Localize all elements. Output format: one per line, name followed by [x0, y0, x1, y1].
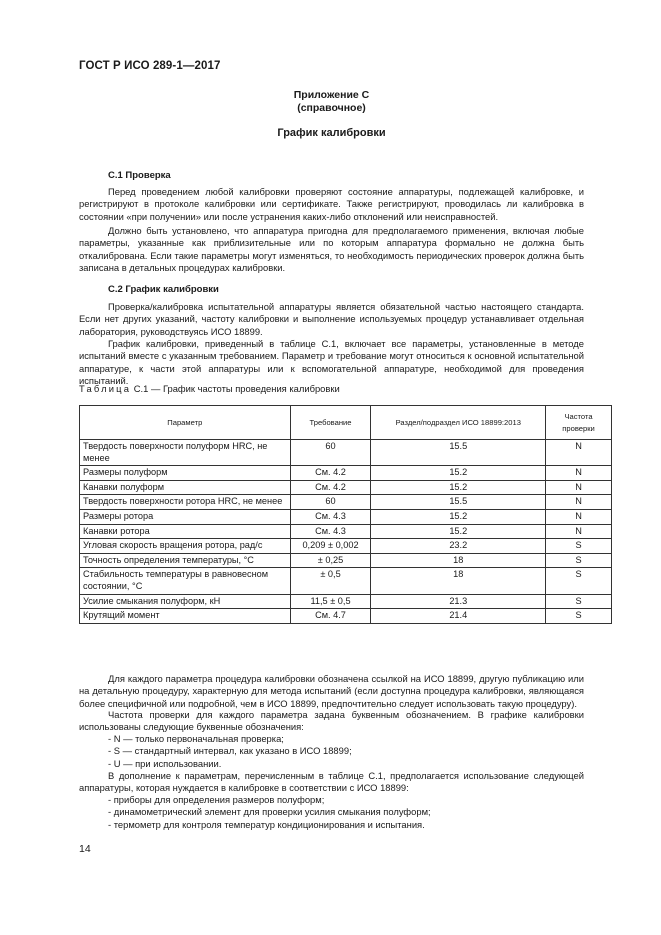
cell-section: 23.2: [371, 539, 546, 554]
cell-requirement: См. 4.3: [290, 524, 371, 539]
cell-frequency: S: [546, 594, 612, 609]
cell-requirement: 0,209 ± 0,002: [290, 539, 371, 554]
table-row: [80, 495, 612, 510]
annex-heading: [79, 89, 584, 115]
cell-section: 15.2: [371, 480, 546, 495]
cell-requirement: См. 4.7: [290, 609, 371, 624]
annex-title: График калибровки: [277, 127, 386, 139]
cell-parameter: Крутящий момент: [80, 609, 291, 624]
cell-frequency: N: [546, 480, 612, 495]
header-frequency: Частота проверки: [546, 406, 612, 440]
cell-parameter: Точность определения температуры, °С: [80, 553, 291, 568]
frequency-codes-list: [108, 733, 352, 770]
section-c1-heading: С.1 Проверка: [108, 170, 171, 181]
cell-frequency: S: [546, 539, 612, 554]
cell-frequency: N: [546, 440, 612, 466]
cell-frequency: N: [546, 495, 612, 510]
table-row: [80, 524, 612, 539]
list-item: - динамометрический элемент для проверки усилия смыкания полуформ;: [108, 806, 431, 818]
cell-frequency: N: [546, 524, 612, 539]
header-section: Раздел/подраздел ИСО 18899:2013: [371, 406, 546, 440]
list-item: - N — только первоначальная проверка;: [108, 733, 284, 744]
after-paragraph-2: Частота проверки для каждого параметра задана буквенным обозначением. В графике калибровки использованы следующие буквенные обозначения:: [79, 709, 584, 733]
page-number: 14: [79, 843, 91, 855]
cell-parameter: Твердость поверхности ротора HRC, не менее: [80, 495, 291, 510]
cell-requirement: См. 4.2: [290, 480, 371, 495]
list-item: - приборы для определения размеров полуформ;: [108, 794, 325, 805]
cell-requirement: ± 0,25: [290, 553, 371, 568]
cell-parameter: Канавки ротора: [80, 524, 291, 539]
cell-section: 18: [371, 553, 546, 568]
cell-parameter: Размеры ротора: [80, 509, 291, 524]
header-parameter: Параметр: [80, 406, 291, 440]
list-item: - S — стандартный интервал, как указано в ИСО 18899;: [108, 745, 352, 757]
cell-requirement: См. 4.3: [290, 509, 371, 524]
list-item: - термометр для контроля температур кондиционирования и испытания.: [108, 818, 425, 830]
table-row: [80, 553, 612, 568]
cell-frequency: S: [546, 609, 612, 624]
cell-section: 15.5: [371, 440, 546, 466]
standard-designation: ГОСТ Р ИСО 289-1—2017: [79, 60, 221, 72]
table-row: [80, 480, 612, 495]
cell-parameter: Угловая скорость вращения ротора, рад/с: [80, 539, 291, 554]
list-item: - U — при использовании.: [108, 757, 222, 769]
cell-frequency: N: [546, 509, 612, 524]
table-row: [80, 509, 612, 524]
calibration-table: [79, 405, 612, 624]
cell-requirement: 60: [290, 495, 371, 510]
cell-parameter: Размеры полуформ: [80, 466, 291, 481]
cell-requirement: ± 0,5: [290, 568, 371, 594]
cell-requirement: 60: [290, 440, 371, 466]
section-c2-heading: С.2 График калибровки: [108, 284, 219, 295]
cell-frequency: S: [546, 568, 612, 594]
section-c1-paragraph-2: Должно быть установлено, что аппаратура пригодна для предполагаемого применения, включая любые параметры, указанные как приблизительные или по которым аппаратура формально не должна быть откалибрована. Если такие параметры могут изменяться, то необходимость периодических проверок должна быть записана в детальных процедурах калибровки.: [79, 225, 584, 273]
cell-parameter: Твердость поверхности полуформ HRC, не менее: [80, 440, 291, 466]
cell-section: 15.5: [371, 495, 546, 510]
cell-section: 18: [371, 568, 546, 594]
table-row: [80, 440, 612, 466]
cell-section: 15.2: [371, 466, 546, 481]
table-row: [80, 568, 612, 594]
after-paragraph-3: В дополнение к параметрам, перечисленным в таблице С.1, предполагается использование следующей аппаратуры, которая нуждается в калибровке в соответствии с ИСО 18899:: [79, 770, 584, 794]
section-c2-paragraph-1: Проверка/калибровка испытательной аппаратуры является обязательной частью настоящего стандарта. Если нет других указаний, частоту калибровки и выполнение используемых процедур устанавливает отдельная лаборатория, руководствуясь ИСО 18899.: [79, 301, 584, 337]
cell-requirement: См. 4.2: [290, 466, 371, 481]
cell-section: 21.3: [371, 594, 546, 609]
section-c2-paragraph-2: График калибровки, приведенный в таблице С.1, включает все параметры, установленные в методе испытаний вместе с указанным требованием. Параметр и требование могут относиться к основной испытательной аппаратуре, к части этой аппаратуры или к вспомогательной аппаратуре, необходимой для проведения испытаний.: [79, 338, 584, 386]
after-paragraph-1: Для каждого параметра процедура калибровки обозначена ссылкой на ИСО 18899, другую публикацию или на детальную процедуру, характерную для метода испытаний (если доступна процедура калибровки, являющаяся более специфичной или подробной, чем в ИСО 18899, предпочтительно следует использовать такую процедуру).: [79, 673, 584, 709]
cell-parameter: Канавки полуформ: [80, 480, 291, 495]
table-caption-text: С.1 — График частоты проведения калибровки: [131, 383, 340, 394]
table-row: [80, 609, 612, 624]
table-header-row: [80, 406, 612, 440]
cell-section: 15.2: [371, 509, 546, 524]
table-caption: [79, 383, 340, 394]
table-row: [80, 466, 612, 481]
section-c1-paragraph-1: Перед проведением любой калибровки проверяют состояние аппаратуры, подлежащей калибровке, и регистрируют в протоколе калибровки или сертификате. Также регистрируют, проводилась ли калибровка в состоянии «при получении» или после устранения каких-либо отклонений или неисправностей.: [79, 186, 584, 222]
cell-parameter: Стабильность температуры в равновесном состоянии, °С: [80, 568, 291, 594]
table-row: [80, 539, 612, 554]
cell-frequency: N: [546, 466, 612, 481]
annex-label: Приложение С: [293, 89, 370, 101]
header-requirement: Требование: [290, 406, 371, 440]
table-caption-label: Таблица: [79, 383, 132, 394]
cell-section: 21.4: [371, 609, 546, 624]
equipment-list: [108, 794, 431, 831]
cell-section: 15.2: [371, 524, 546, 539]
annex-type: (справочное): [297, 102, 366, 114]
table-row: [80, 594, 612, 609]
cell-frequency: S: [546, 553, 612, 568]
cell-parameter: Усилие смыкания полуформ, кН: [80, 594, 291, 609]
cell-requirement: 11,5 ± 0,5: [290, 594, 371, 609]
